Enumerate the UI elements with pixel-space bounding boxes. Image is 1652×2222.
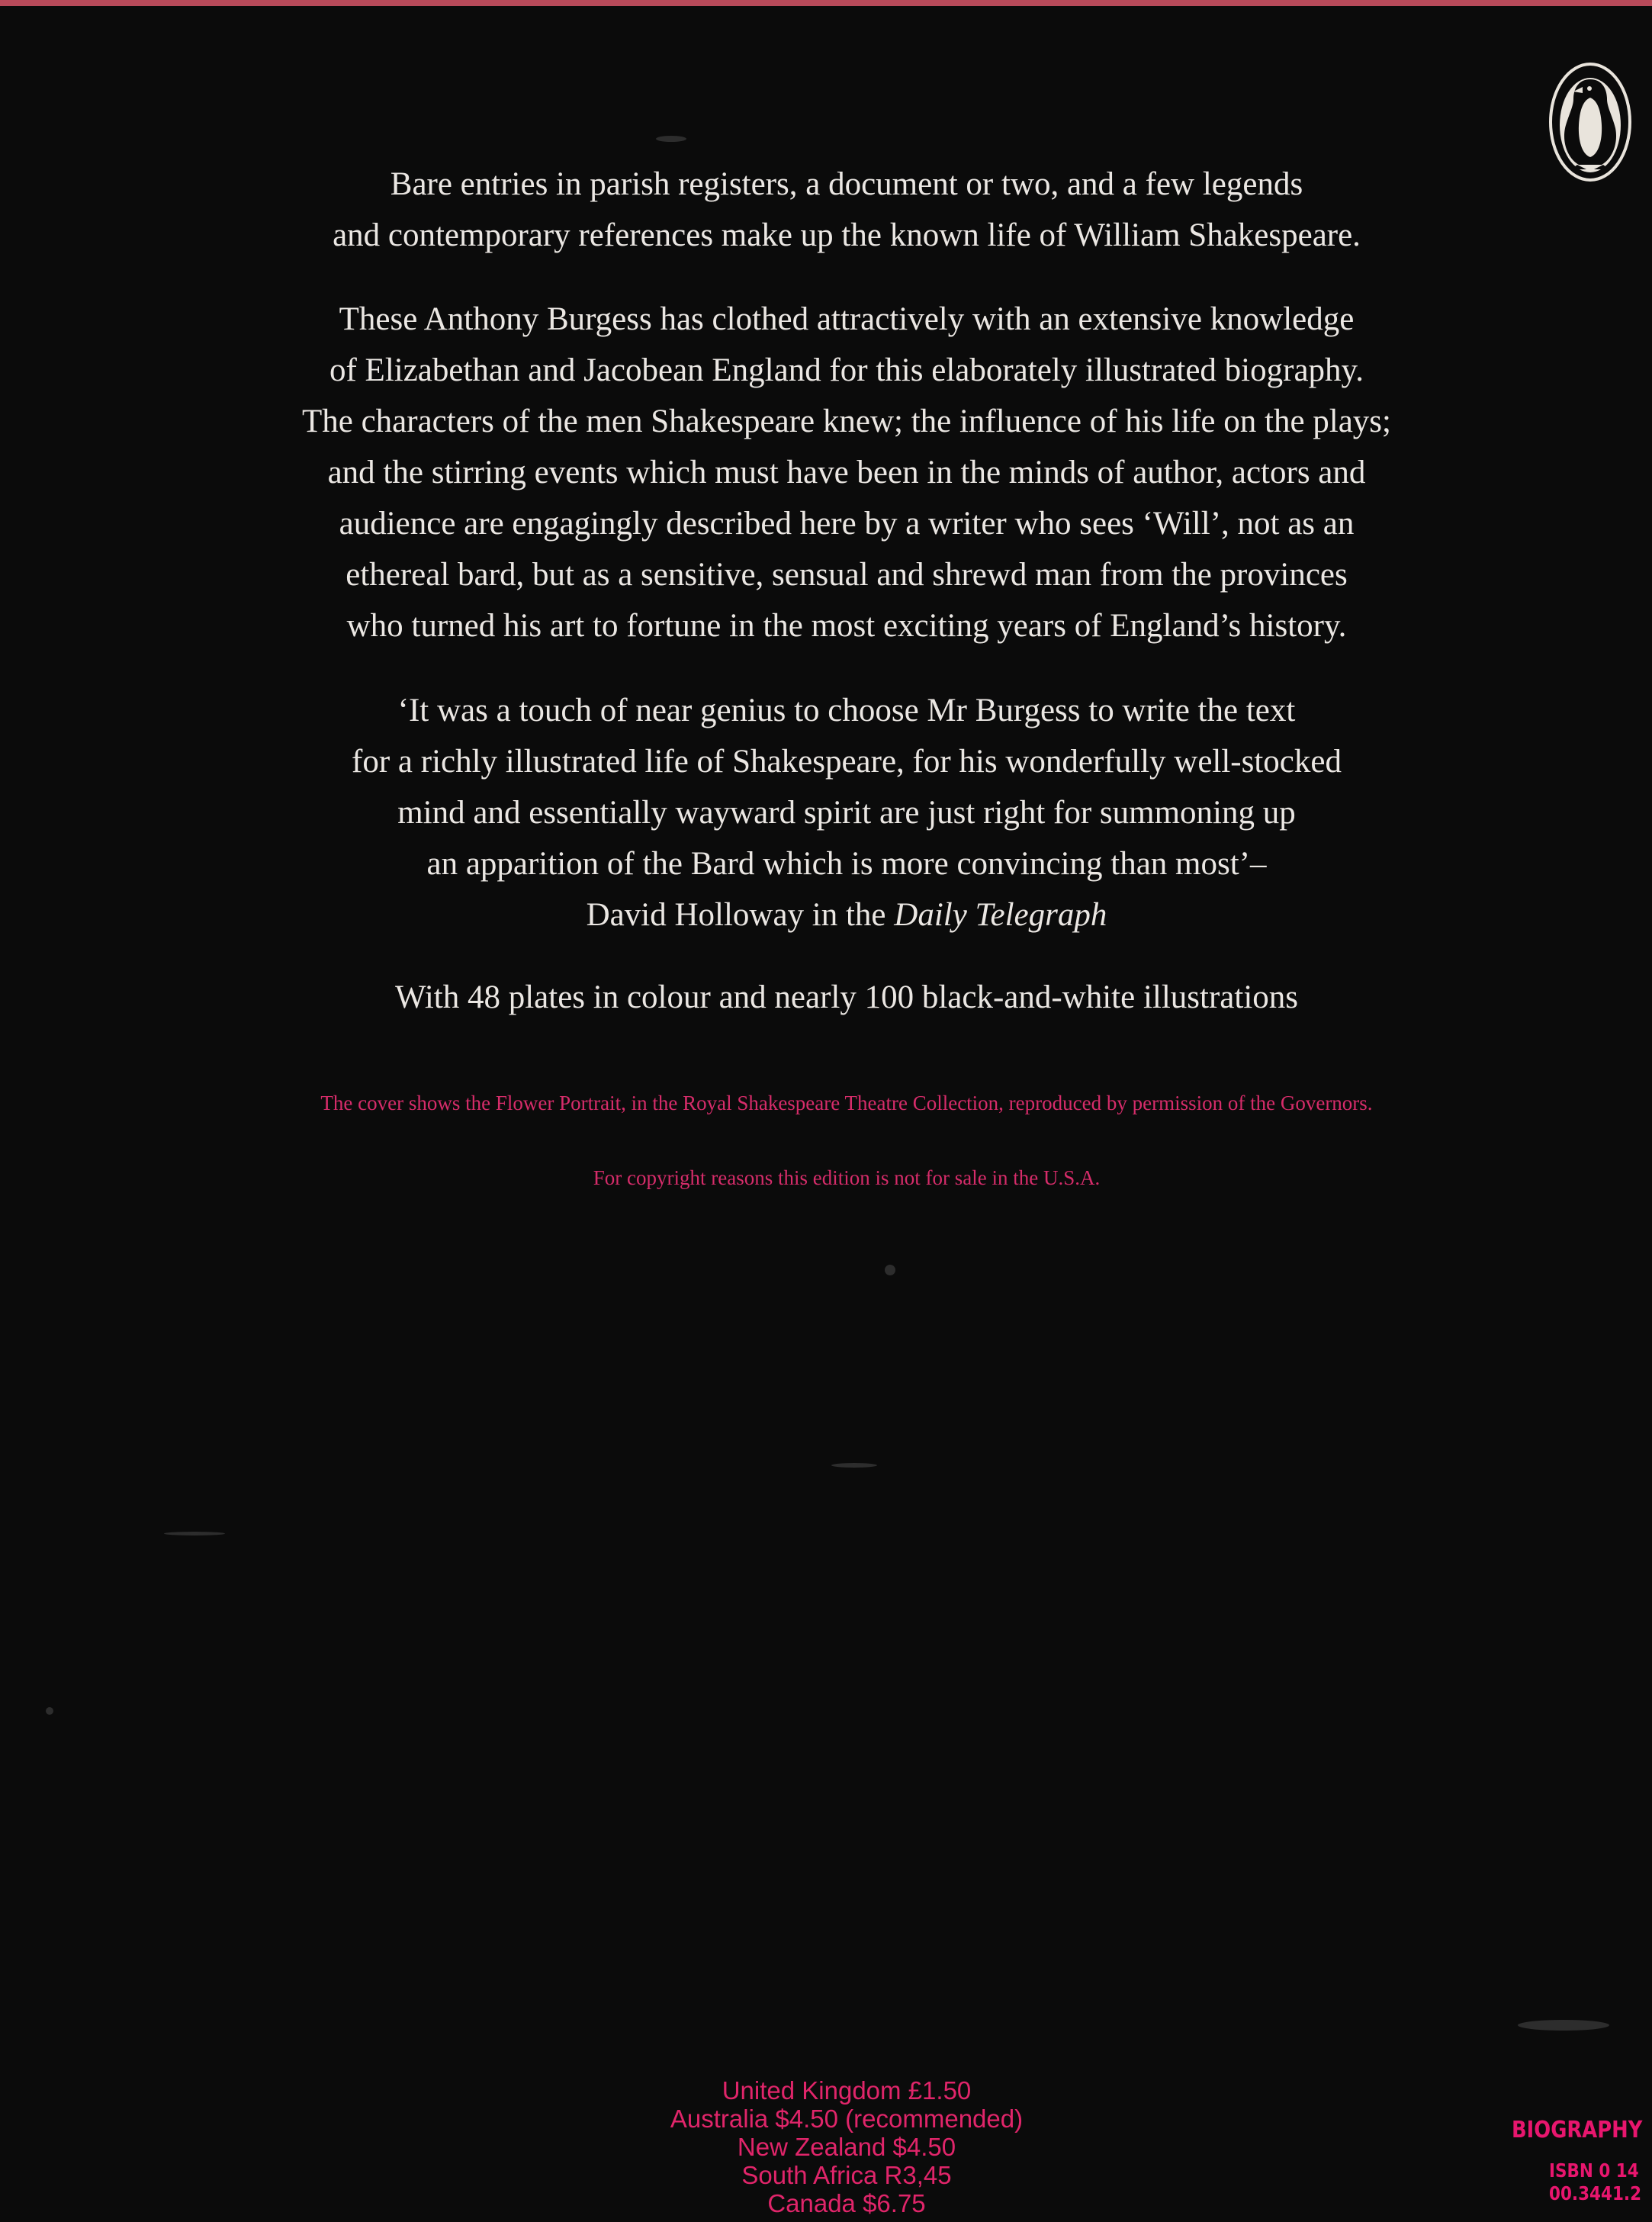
isbn-line: ISBN 0 14	[1549, 2159, 1639, 2182]
penguin-logo	[1548, 61, 1632, 183]
text-line: who turned his art to fortune in the most exciting years of England’s history.	[346, 608, 1347, 644]
review-quote	[153, 685, 1541, 941]
penguin-icon	[1548, 61, 1632, 183]
text-line: audience are engagingly described here by a writer who sees ‘Will’, not as an	[339, 506, 1355, 542]
text-line: and the stirring events which must have been in the minds of author, actors and	[327, 455, 1366, 490]
text-line: These Anthony Burgess has clothed attractively with an extensive knowledge	[339, 301, 1355, 337]
cover-credit: The cover shows the Flower Portrait, in the Royal Shakespeare Theatre Collection, reproduced by permission of the Governors.	[320, 1092, 1373, 1114]
text-line: ethereal bard, but as a sensitive, sensual and shrewd man from the provinces	[346, 557, 1348, 593]
isbn-line: 00.3441.2	[1549, 2182, 1642, 2204]
price-item: Australia $4.50 (recommended)	[670, 2105, 1024, 2133]
attribution-author: David Holloway in the	[586, 897, 895, 933]
price-item: New Zealand $4.50	[737, 2133, 956, 2161]
quote-attribution	[153, 889, 1541, 941]
price-list	[534, 2076, 1159, 2217]
text-line: Bare entries in parish registers, a document or two, and a few legends	[390, 166, 1303, 202]
text-line: With 48 plates in colour and nearly 100 black-and-white illustrations	[394, 979, 1299, 1015]
text-line: ‘It was a touch of near genius to choose Mr Burgess to write the text	[397, 693, 1296, 728]
attribution-source: Daily Telegraph	[894, 897, 1107, 933]
text-line: mind and essentially wayward spirit are just right for summoning up	[397, 795, 1296, 831]
illustrations-note	[153, 972, 1541, 1023]
isbn-number	[1549, 2159, 1641, 2205]
text-line: an apparition of the Bard which is more convincing than most’–	[426, 846, 1267, 882]
back-cover	[0, 6, 1652, 2222]
category-label: BIOGRAPHY	[1512, 2117, 1643, 2143]
price-item: United Kingdom £1.50	[722, 2076, 972, 2105]
text-line: and contemporary references make up the known life of William Shakespeare.	[333, 217, 1361, 253]
text-line: The characters of the men Shakespeare knew; the influence of his life on the plays;	[301, 404, 1391, 439]
copyright-note: For copyright reasons this edition is not for sale in the U.S.A.	[593, 1166, 1101, 1189]
description-paragraph	[153, 294, 1541, 651]
text-line: for a richly illustrated life of Shakespeare, for his wonderfully well-stocked	[352, 744, 1342, 780]
intro-paragraph	[153, 159, 1541, 261]
price-item: Canada $6.75	[767, 2189, 926, 2217]
price-item: South Africa R3,45	[741, 2161, 952, 2189]
text-line: of Elizabethan and Jacobean England for this elaborately illustrated biography.	[329, 352, 1364, 388]
